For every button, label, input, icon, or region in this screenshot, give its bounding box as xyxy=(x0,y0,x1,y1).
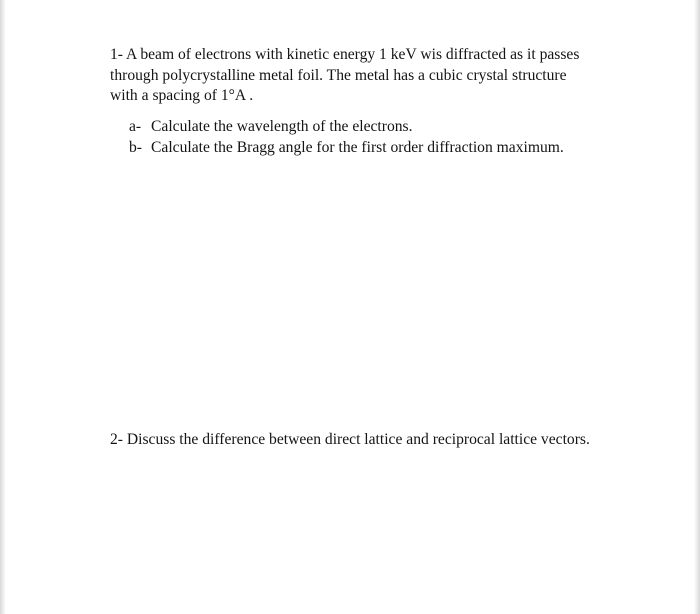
page-edge-shadow-left xyxy=(0,0,6,614)
part-b-text: Calculate the Bragg angle for the first order diffraction maximum. xyxy=(151,138,564,156)
question-2-text: 2- Discuss the difference between direct lattice and reciprocal lattice vectors. xyxy=(110,431,590,448)
question-1-part-b xyxy=(129,138,599,159)
part-b-marker: b- xyxy=(129,138,142,156)
question-1-text: 1- A beam of electrons with kinetic energy 1 keV wis diffracted as it passes through polycrystalline metal foil. The metal has a cubic crystal structure with a spacing of 1°A . xyxy=(110,46,580,104)
question-1-part-a xyxy=(129,117,599,138)
question-1-parts xyxy=(129,117,599,158)
part-a-marker: a- xyxy=(129,118,142,135)
part-a-text: Calculate the wavelength of the electrons. xyxy=(151,118,413,135)
page-edge-shadow-right xyxy=(694,0,700,614)
